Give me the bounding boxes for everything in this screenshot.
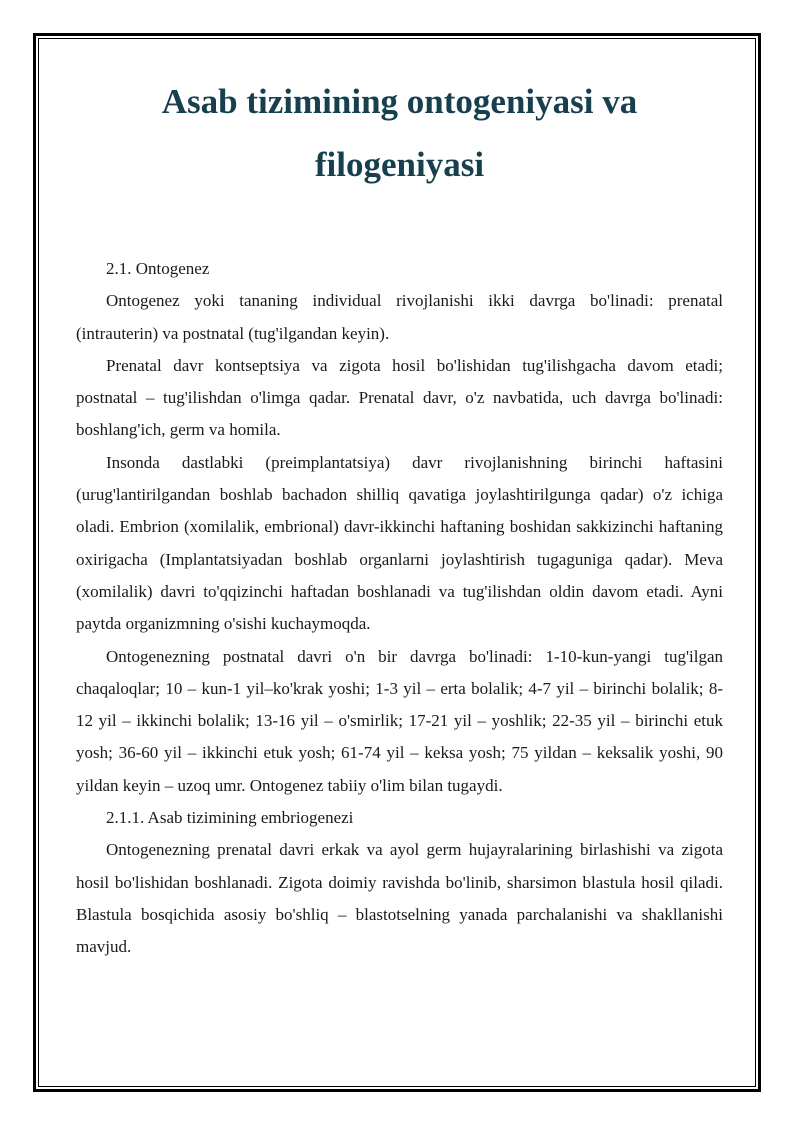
paragraph-preimplantation-period: Insonda dastlabki (preimplantatsiya) davr rivojlanishning birinchi haftasini (urug'lantirilgandan boshlab bachadon shilliq qavatiga joylashtirilgunga qadar) o'z ichiga oladi. Embrion (xomilalik, embrional) davr-ikkinchi haftaning boshidan sakkizinchi haftaning oxirigacha (Implantatsiyadan boshlab organlarni joylashtirish tugaguniga qadar). Meva (xomilalik) davri to'qqizinchi haftadan boshlanadi va tug'ilishdan oldin davom etadi. Ayni paytda organizmning o'sishi kuchaymoqda. [76,452,723,634]
paragraph-ontogenez-definition: Ontogenez yoki tananing individual rivojlanishi ikki davrga bo'linadi: prenatal (intrauterin) va postnatal (tug'ilgandan keyin). [76,291,723,343]
paragraph-postnatal-periods: Ontogenezning postnatal davri o'n bir davrga bo'linadi: 1-10-kun-yangi tug'ilgan chaqaloqlar; 10 – kun-1 yil–ko'krak yoshi; 1-3 yil – erta bolalik; 4-7 yil – birinchi bolalik; 8-12 yil – ikkinchi bolalik; 13-16 yil – o'smirlik; 17-21 yil – yoshlik; 22-35 yil – birinchi etuk yosh; 36-60 yil – ikkinchi etuk yosh; 61-74 yil – keksa yosh; 75 yildan – keksalik yoshi, 90 yildan keyin – uzoq umr. Ontogenez tabiiy o'lim bilan tugaydi. [76,646,723,795]
document-title [76,70,723,196]
paragraph-prenatal-period: Prenatal davr kontseptsiya va zigota hosil bo'lishidan tug'ilishgacha davom etadi; postnatal – tug'ilishdan o'limga qadar. Prenatal davr, o'z navbatida, uch davrga bo'linadi: boshlang'ich, germ va homila. [76,355,723,440]
section-heading-ontogenez: 2.1. Ontogenez [106,259,210,278]
paragraph-embriogenez: Ontogenezning prenatal davri erkak va ayol germ hujayralarining birlashishi va zigota hosil bo'lishidan boshlanadi. Zigota doimiy ravishda bo'linib, sharsimon blastula hosil qiladi. Blastula bosqichida asosiy bo'shliq – blastotselning yanada parchalanishi va shakllanishi mavjud. [76,840,723,957]
document-body [76,253,723,964]
page-content [76,70,723,964]
section-heading-embriogenez: 2.1.1. Asab tizimining embriogenezi [106,808,354,828]
document-title-line-2: filogeniyasi [314,145,485,184]
document-title-line-1: Asab tizimining ontogeniyasi va [161,82,638,121]
